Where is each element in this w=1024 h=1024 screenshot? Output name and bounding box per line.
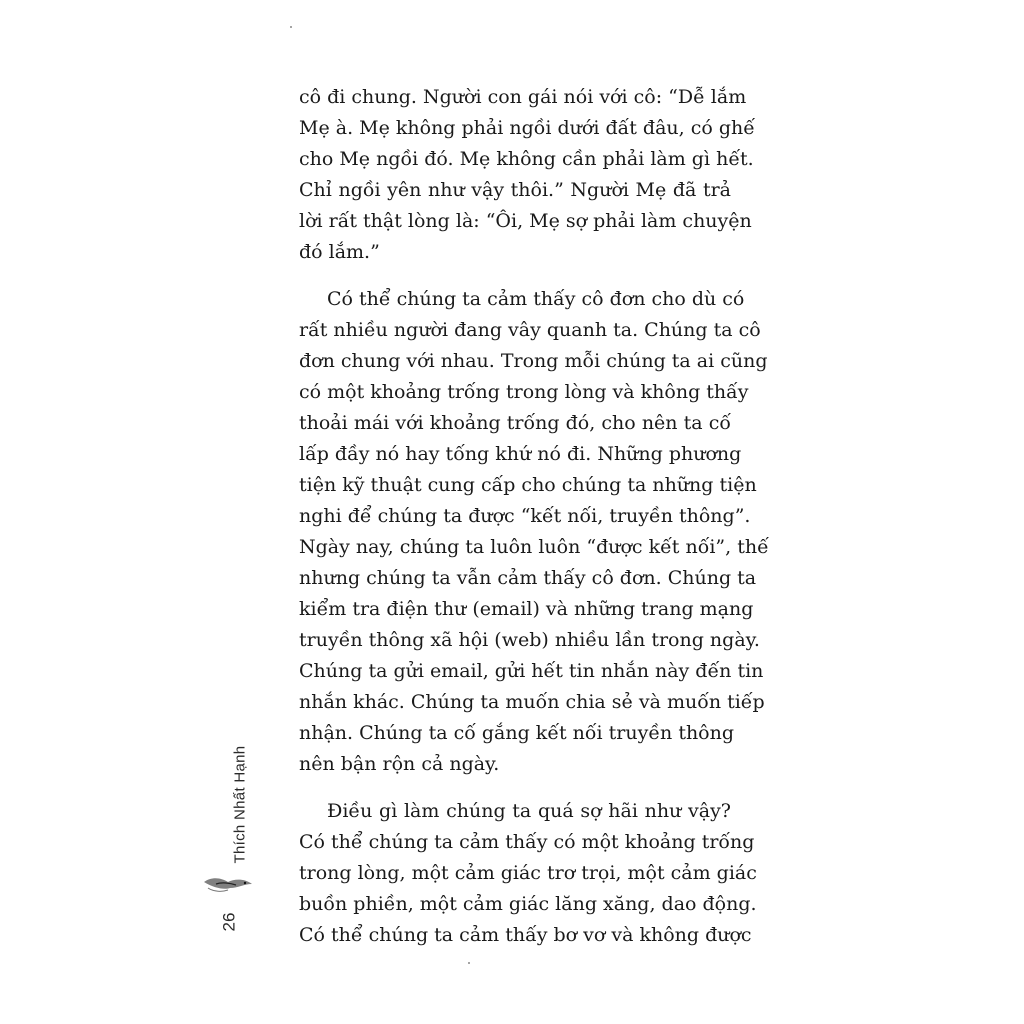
- text-line: cô đi chung. Người con gái nói với cô: “Dễ lắm: [299, 86, 747, 108]
- paper-speck: [468, 962, 470, 964]
- text-line: Có thể chúng ta cảm thấy cô đơn cho dù có: [327, 288, 745, 310]
- text-line: đó lắm.”: [299, 241, 380, 263]
- text-line: rất nhiều người đang vây quanh ta. Chúng ta cô: [299, 319, 761, 341]
- text-line: Chúng ta gửi email, gửi hết tin nhắn này đến tin: [299, 660, 764, 682]
- page-number: [219, 908, 246, 938]
- body-text: [299, 82, 769, 967]
- bird-ornament-icon: [200, 870, 256, 898]
- text-line: truyền thông xã hội (web) nhiều lần trong ngày.: [299, 629, 760, 651]
- text-line: nghi để chúng ta được “kết nối, truyền thông”.: [299, 505, 751, 527]
- text-line: nhận. Chúng ta cố gắng kết nối truyền thông: [299, 722, 735, 744]
- text-line: trong lòng, một cảm giác trơ trọi, một cảm giác: [299, 862, 757, 884]
- text-line: nhắn khác. Chúng ta muốn chia sẻ và muốn tiếp: [299, 691, 765, 713]
- text-line: Chỉ ngồi yên như vậy thôi.” Người Mẹ đã trả: [299, 179, 731, 201]
- text-line: thoải mái với khoảng trống đó, cho nên ta cố: [299, 412, 731, 434]
- text-line: tiện kỹ thuật cung cấp cho chúng ta những tiện: [299, 474, 757, 496]
- text-line: nên bận rộn cả ngày.: [299, 753, 500, 775]
- page-number-text: 26: [219, 912, 239, 932]
- paragraph-1: [299, 82, 755, 268]
- text-line: đơn chung với nhau. Trong mỗi chúng ta ai cũng: [299, 350, 768, 372]
- paragraph-3: [299, 796, 757, 951]
- text-line: có một khoảng trống trong lòng và không thấy: [299, 381, 749, 403]
- text-line: Có thể chúng ta cảm thấy có một khoảng trống: [299, 831, 755, 853]
- running-head: [230, 746, 250, 866]
- text-line: Có thể chúng ta cảm thấy bơ vơ và không được: [299, 924, 752, 946]
- text-line: lời rất thật lòng là: “Ôi, Mẹ sợ phải làm chuyện: [299, 210, 752, 232]
- text-line: Mẹ à. Mẹ không phải ngồi dưới đất đâu, có ghế: [299, 117, 755, 139]
- text-line: kiểm tra điện thư (email) và những trang mạng: [299, 598, 754, 620]
- author-name: Thích Nhất Hạnh: [231, 745, 249, 864]
- text-line: nhưng chúng ta vẫn cảm thấy cô đơn. Chúng ta: [299, 567, 757, 589]
- text-line: cho Mẹ ngồi đó. Mẹ không cần phải làm gì hết.: [299, 148, 754, 170]
- text-line: Ngày nay, chúng ta luôn luôn “được kết nối”, thế: [299, 536, 769, 558]
- text-line: Điều gì làm chúng ta quá sợ hãi như vậy?: [327, 800, 731, 822]
- paper-speck: [290, 26, 292, 28]
- text-line: lấp đầy nó hay tống khứ nó đi. Những phương: [299, 443, 742, 465]
- text-line: buồn phiền, một cảm giác lăng xăng, dao động.: [299, 893, 757, 915]
- paragraph-2: [299, 284, 769, 780]
